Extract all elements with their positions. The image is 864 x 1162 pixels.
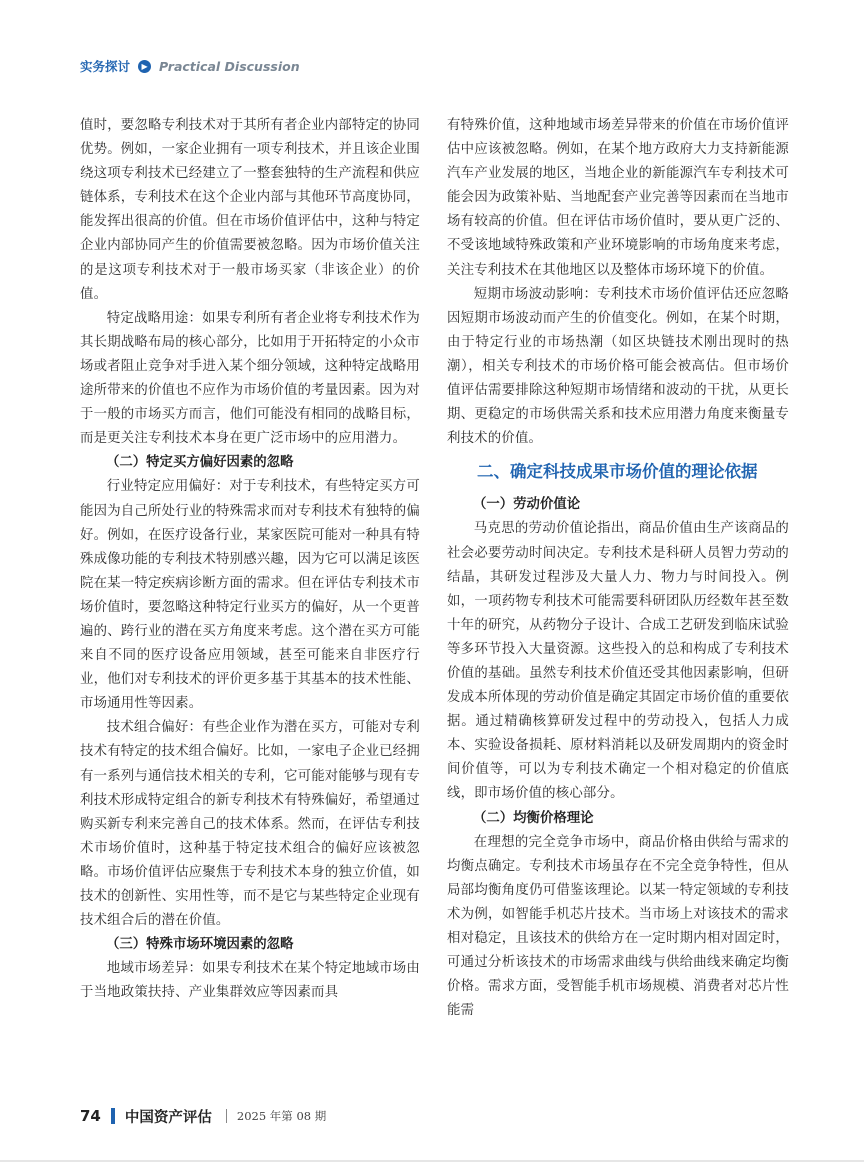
subheading: （二）均衡价格理论 bbox=[473, 810, 594, 826]
paragraph: 马克思的劳动价值论指出，商品价值由生产该商品的社会必要劳动时间决定。专利技术是科研人员智力劳动的结晶，其研发过程涉及大量人力、物力与时间投入。例如，一项药物专利技术可能需要科研团队历经数年甚至数十年的研究，从药物分子设计、合成工艺研发到临床试验等多环节投入大量资源。这些投入的总和构成了专利技术价值的基础。虽然专利技术价值还受其他因素影响，但研发成本所体现的劳动价值是确定其固定市场价值的重要依据。通过精确核算研发过程中的劳动投入，包括人力成本、实验设备损耗、原材料消耗以及研发周期内的资金时间价值等，可以为专利技术确定一个相对稳定的价值底线，即市场价值的核心部分。 bbox=[447, 521, 789, 802]
subheading: （三）特殊市场环境因素的忽略 bbox=[106, 937, 294, 953]
footer-divider-bar bbox=[111, 1108, 115, 1124]
paragraph: 在理想的完全竞争市场中，商品价格由供给与需求的均衡点确定。专利技术市场虽存在不完全竞争特性，但从局部均衡角度仍可借鉴该理论。以某一特定领域的专利技术为例，如智能手机芯片技术。当市场上对该技术的需求相对稳定，且该技术的供给方在一定时期内相对固定时，可通过分析该技术的市场需求曲线与供给曲线来确定均衡价格。需求方面，受智能手机市场规模、消费者对芯片性能需 bbox=[447, 834, 789, 1019]
paragraph: 特定战略用途：如果专利所有者企业将专利技术作为其长期战略布局的核心部分，比如用于开拓特定的小众市场或者阻止竞争对手进入某个细分领域，这种特定战略用途所带来的价值也不应作为市场价值的考量因素。因为对于一般的市场买方而言，他们可能没有相同的战略目标，而是更关注专利技术本身在更广泛市场中的应用潜力。 bbox=[80, 310, 420, 447]
subheading: （一）劳动价值论 bbox=[473, 497, 581, 513]
arrow-icon: ▶ bbox=[138, 60, 151, 73]
paragraph: 地域市场差异：如果专利技术在某个特定地域市场由于当地政策扶持、产业集群效应等因素而具 bbox=[80, 961, 420, 1001]
running-header bbox=[80, 56, 300, 76]
section-label-english: Practical Discussion bbox=[159, 58, 300, 74]
journal-name: 中国资产评估 bbox=[124, 1109, 212, 1126]
paragraph: 短期市场波动影响：专利技术市场价值评估还应忽略因短期市场波动而产生的价值变化。例如，在某个时期，由于特定行业的市场热潮（如区块链技术刚出现时的热潮），相关专利技术的市场价格可能会被高估。但市场价值评估需要排除这种短期市场情绪和波动的干扰，从更长期、更稳定的市场供需关系和技术应用潜力角度来衡量专利技术的价值。 bbox=[447, 286, 789, 447]
section-heading: 二、确定科技成果市场价值的理论依据 bbox=[477, 462, 758, 482]
paragraph: 有特殊价值，这种地域市场差异带来的价值在市场价值评估中应该被忽略。例如，在某个地方政府大力支持新能源汽车产业发展的地区，当地企业的新能源汽车专利技术可能会因为政策补贴、当地配套产业完善等因素而在当地市场有较高的价值。但在评估市场价值时，要从更广泛的、不受该地域特殊政策和产业环境影响的市场角度来考虑，关注专利技术在其他地区以及整体市场环境下的价值。 bbox=[447, 118, 789, 278]
page-number: 74 bbox=[80, 1107, 101, 1125]
paragraph: 值时，要忽略专利技术对于其所有者企业内部特定的协同优势。例如，一家企业拥有一项专利技术，并且该企业围绕这项专利技术已经建立了一整套独特的生产流程和供应链体系，专利技术在这个企业内部与其他环节高度协同，能发挥出很高的价值。但在市场价值评估中，这种与特定企业内部协同产生的价值需要被忽略。因为市场价值关注的是这项专利技术对于一般市场买家（非该企业）的价值。 bbox=[80, 118, 420, 302]
paragraph: 技术组合偏好：有些企业作为潜在买方，可能对专利技术有特定的技术组合偏好。比如，一家电子企业已经拥有一系列与通信技术相关的专利，它可能对能够与现有专利技术形成特定组合的新专利技术有特殊偏好，希望通过购买新专利来完善自己的技术体系。然而，在评估专利技术市场价值时，这种基于特定技术组合的偏好应该被忽略。市场价值评估应聚焦于专利技术本身的独立价值，如技术的创新性、实用性等，而不是它与某些特定企业现有技术组合后的潜在价值。 bbox=[80, 720, 420, 929]
issue-label: 2025 年第 08 期 bbox=[236, 1109, 327, 1123]
left-column bbox=[80, 114, 420, 1005]
page-footer bbox=[80, 1104, 326, 1128]
subheading: （二）特定买方偏好因素的忽略 bbox=[106, 455, 294, 471]
section-label: 实务探讨 bbox=[80, 59, 131, 74]
footer-separator bbox=[226, 1109, 227, 1123]
right-column bbox=[447, 114, 789, 1023]
paragraph: 行业特定应用偏好：对于专利技术，有些特定买方可能因为自己所处行业的特殊需求而对专利技术有独特的偏好。例如，在医疗设备行业，某家医院可能对一种具有特殊成像功能的专利技术特别感兴趣，因为它可以满足该医院在某一特定疾病诊断方面的需求。但在评估专利技术市场价值时，要忽略这种特定行业买方的偏好，从一个更普遍的、跨行业的潜在买方角度来考虑。这个潜在买方可能来自不同的医疗设备应用领域，甚至可能来自非医疗行业，他们对专利技术的评价更多基于其基本的技术性能、市场通用性等因素。 bbox=[80, 479, 420, 712]
